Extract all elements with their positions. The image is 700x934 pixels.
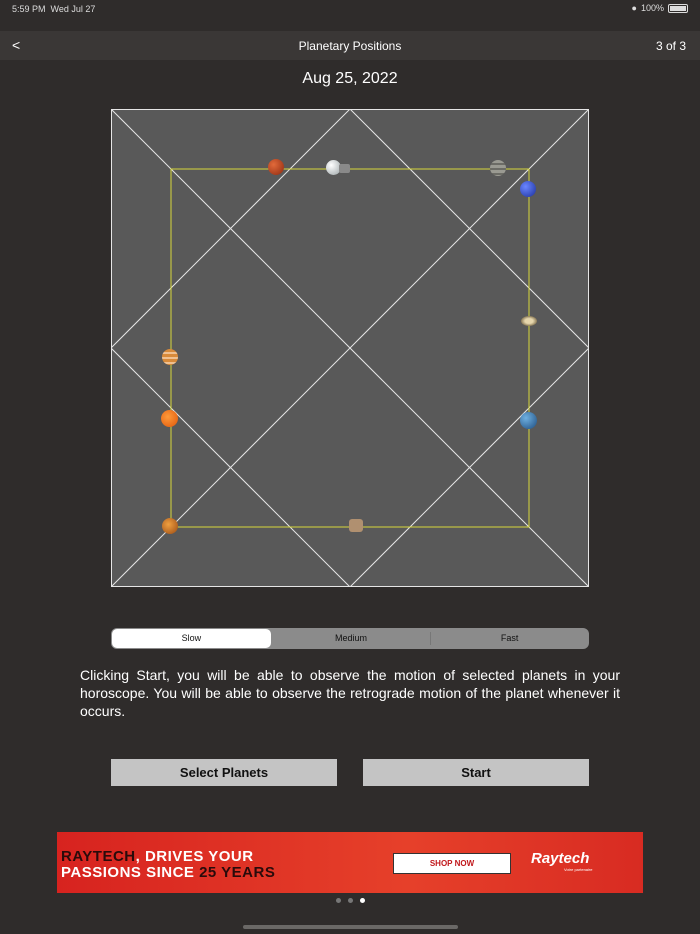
jupiter-icon[interactable] bbox=[490, 160, 506, 176]
ad-brand-logo: Raytech bbox=[531, 850, 590, 867]
page-title: Planetary Positions bbox=[298, 39, 402, 53]
ad-tagline: Votre partenaire bbox=[564, 867, 593, 872]
status-time: 5:59 PM Wed Jul 27 bbox=[12, 4, 96, 14]
chart-date: Aug 25, 2022 bbox=[302, 70, 398, 87]
wifi-icon: ● bbox=[631, 3, 637, 13]
page-dots bbox=[0, 898, 700, 903]
horoscope-chart bbox=[111, 109, 589, 587]
battery-icon bbox=[668, 4, 688, 13]
back-button[interactable]: < bbox=[12, 37, 21, 53]
status-right bbox=[632, 3, 688, 13]
ad-shop-now-button[interactable]: SHOP NOW bbox=[393, 853, 511, 874]
navigation-bar bbox=[0, 31, 700, 60]
neptune-icon[interactable] bbox=[520, 181, 536, 197]
page-dot[interactable] bbox=[348, 898, 353, 903]
saturn-icon[interactable] bbox=[521, 316, 537, 326]
page-dot[interactable] bbox=[336, 898, 341, 903]
speed-option-slow[interactable]: Slow bbox=[112, 629, 271, 648]
battery-percent: 100% bbox=[640, 3, 664, 13]
speed-segmented-control bbox=[111, 628, 589, 649]
sun-icon[interactable] bbox=[161, 410, 178, 427]
speed-option-fast[interactable]: Fast bbox=[430, 628, 589, 649]
page-dot-active[interactable] bbox=[360, 898, 365, 903]
page-indicator: 3 of 3 bbox=[655, 39, 686, 53]
jupiter-banded-icon[interactable] bbox=[162, 349, 178, 365]
venus-icon[interactable] bbox=[162, 518, 178, 534]
start-button[interactable]: Start bbox=[363, 759, 589, 786]
satellite-icon[interactable] bbox=[339, 164, 350, 173]
status-bar bbox=[0, 0, 700, 18]
mars-icon[interactable] bbox=[268, 159, 284, 175]
ad-headline-line1: RAYTECH, DRIVES YOUR bbox=[61, 848, 254, 865]
chart-lines bbox=[111, 109, 589, 587]
earth-icon[interactable] bbox=[520, 412, 537, 429]
ad-banner[interactable] bbox=[57, 832, 643, 893]
home-indicator[interactable] bbox=[243, 925, 458, 929]
probe-icon[interactable] bbox=[349, 519, 363, 532]
ad-headline-line2: PASSIONS SINCE 25 YEARS bbox=[61, 864, 276, 881]
speed-option-medium[interactable]: Medium bbox=[335, 633, 368, 643]
select-planets-button[interactable]: Select Planets bbox=[111, 759, 337, 786]
description-text: Clicking Start, you will be able to observe the motion of selected planets in your horoscope. You will be able to observe the retrograde motion of the planet whenever it occurs. bbox=[80, 667, 620, 719]
